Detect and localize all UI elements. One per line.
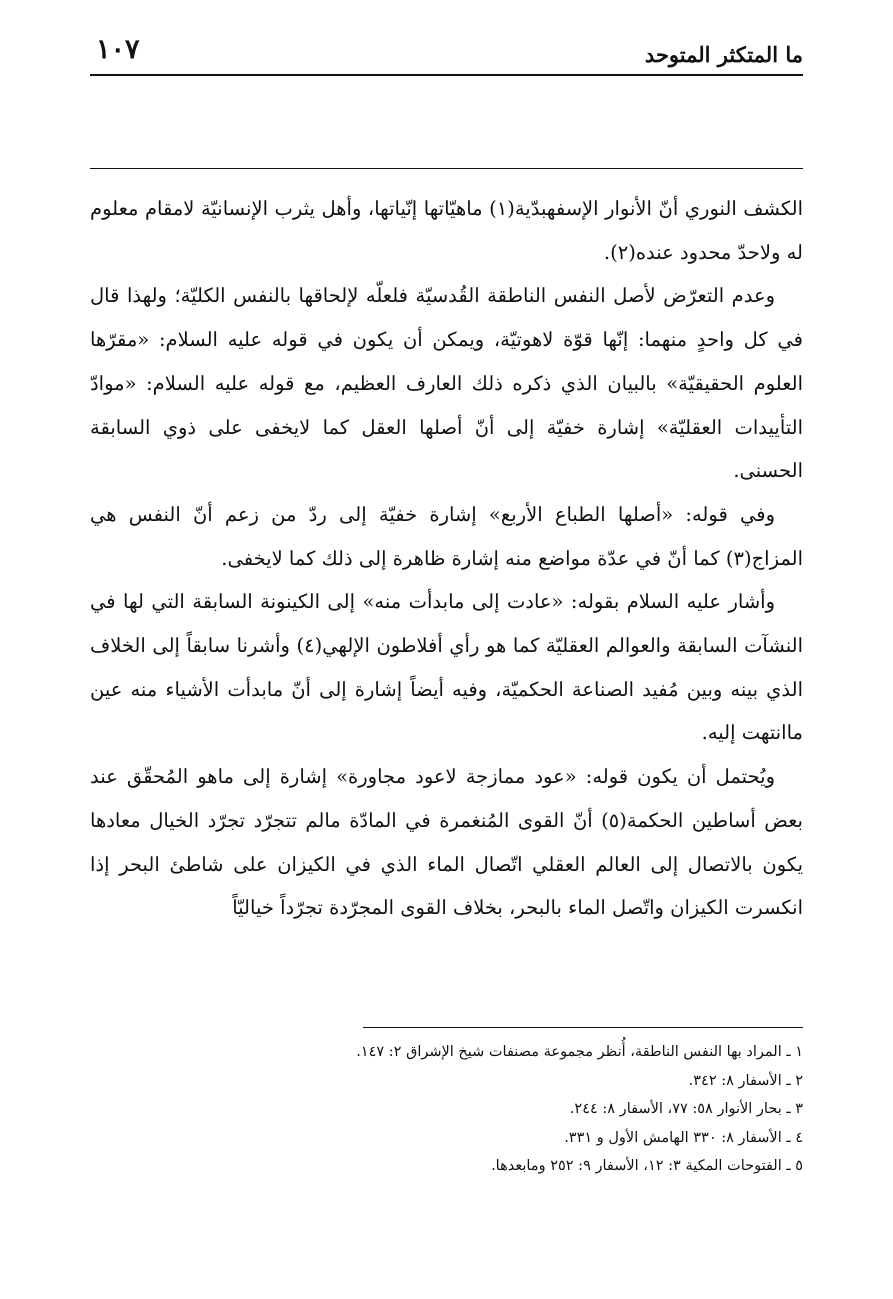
- paragraph: ويُحتمل أن يكون قوله: «عود ممازجة لاعود مجاورة» إشارة إلى ماهو المُحقّق عند بعض أساطين الحكمة(٥) أنّ القوى المُنغمرة في المادّة مالم تتجرّد تجرّد الخيال معادها يكون بالاتصال إلى العالم العقلي اتّصال الماء الذي في الكيزان على شاطئ البحر إذا انكسرت الكيزان واتّصل الماء بالبحر، بخلاف القوى المجرّدة تجرّداً خياليّاً: [90, 765, 803, 920]
- paragraph: وفي قوله: «أصلها الطباع الأربع» إشارة خفيّة إلى ردّ من زعم أنّ النفس هي المزاج(٣) كما أنّ في عدّة مواضع منه إشارة ظاهرة إلى ذلك كما لايخفى.: [90, 502, 803, 570]
- body-top-divider: [90, 168, 803, 169]
- body-text: [90, 187, 803, 930]
- header-divider: [90, 74, 803, 76]
- footnotes: [183, 1038, 803, 1181]
- paragraph: الكشف النوري أنّ الأنوار الإسفهبدّية(١) ماهيّاتها إنّياتها، وأهل يثرب الإنسانيّة لامقام معلوم له ولاحدّ محدود عنده(٢).: [90, 197, 803, 264]
- page-number: ١٠٧: [96, 34, 140, 65]
- footnote: ٥ ـ الفتوحات المكية ٣: ١٢، الأسفار ٩: ٢٥٢ ومابعدها.: [491, 1158, 803, 1174]
- paragraph: وأشار عليه السلام بقوله: «عادت إلى مابدأت منه» إلى الكينونة السابقة التي لها في النشآت السابقة والعوالم العقليّة كما هو رأي أفلاطون الإلهي(٤) وأشرنا سابقاً إلى الخلاف الذي بينه وبين مُفيد الصناعة الحكميّة، وفيه أيضاً إشارة إلى أنّ مابدأت الأشياء منه عين ماانتهت إليه.: [90, 590, 804, 745]
- footnote: ٤ ـ الأسفار ٨: ٣٣٠ الهامش الأول و ٣٣١.: [564, 1129, 803, 1146]
- page-header: [96, 34, 803, 70]
- paragraph: وعدم التعرّض لأصل النفس الناطقة القُدسيّة فلعلّه لإلحاقها بالنفس الكليّة؛ ولهذا قال في كل واحدٍ منهما: إنّها قوّة لاهوتيّة، ويمكن أن يكون في قوله عليه السلام: «مقرّها العلوم الحقيقيّة» بالبيان الذي ذكره ذلك العارف العظيم، مع قوله عليه السلام: «موادّ التأييدات العقليّة» إشارة خفيّة إلى أنّ أصلها العقل كما لايخفى على ذوي السابقة الحسنى.: [90, 284, 803, 483]
- footnote-divider: [363, 1027, 803, 1028]
- footnote: ١ ـ المراد بها النفس الناطقة، أُنظر مجموعة مصنفات شيخ الإشراق ٢: ١٤٧.: [356, 1044, 803, 1060]
- footnote: ٢ ـ الأسفار ٨: ٣٤٢.: [688, 1072, 803, 1089]
- running-title: ما المتكثر المتوحد: [644, 42, 803, 67]
- footnote: ٣ ـ بحار الأنوار ٥٨: ٧٧، الأسفار ٨: ٢٤٤.: [569, 1101, 803, 1117]
